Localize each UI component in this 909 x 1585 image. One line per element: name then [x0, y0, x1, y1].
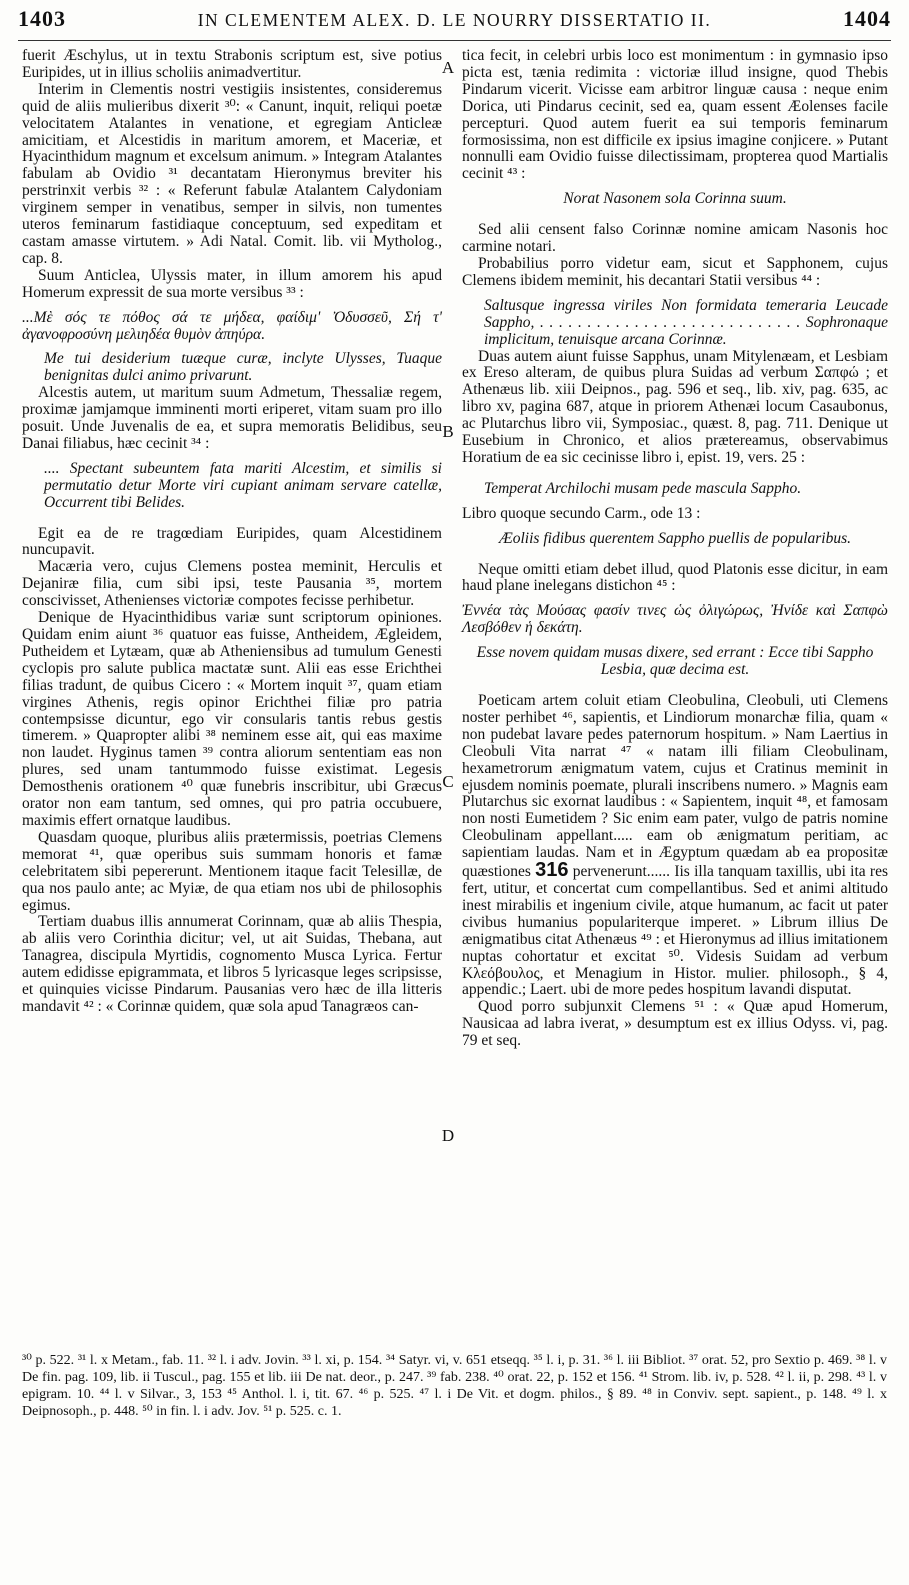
paragraph: Interim in Clementis nostri vestigiis insistentes, consideremus quid de aliis mulieribus dixerit ³⁰: « Canunt, inquit, reliqui poetæ velocitatem Atalantes in venatione, et egregiam Anticleæ amicitiam, et Alcestidis in maritum amorem, et Maceriæ, et Hyacinthidum magnum et excelsum animum. » Integram Atalantes fabulam ab Ovidio ³¹ decantatam Hieronymus breviter his perstrinxit verbis ³² : « Referunt fabulæ Atalantem Calydoniam virginem semper in venatibus, semper in silvis, non tumentes uteros feminarum fastidiaque conceptuum, sed expeditam et castam amasse virtutem. » Adi Natal. Comit. lib. vii Mytholog., cap. 8. [22, 80, 442, 267]
verse-quote: Norat Nasonem sola Corinna suum. [563, 190, 787, 208]
margin-marker-a: A [441, 58, 455, 77]
margin-marker-c: C [442, 772, 454, 791]
footnotes [22, 1352, 887, 1420]
paragraph: Alcestis autem, ut maritum suum Admetum, Thessaliæ regem, proximæ jamjamque imminenti morti eriperet, vitam suam pro illo posuit. Unde Juvenalis de ea, et supra memoratis Belidibus, seu Danai filiabus, hæc cecinit ³⁴ : [22, 384, 442, 452]
paragraph: tica fecit, in celebri urbis loco est monimentum : in gymnasio ipso picta est, tænia redimita : victoriæ illud insigne, quod Thebis Pindarum vicerit. Vicisse eam arbitror linguæ causa : neque enim Dorica, uti Pindarus cecinit, sed ea, quam essent Æolenses facile percepturi. Quod autem fuerit ea sui temporis feminarum formosissima, non est difficile ex ipsius imagine conjicere. » Putant nonnulli eam Ovidio fuisse dilectissimam, propterea quod Martialis cecinit ⁴³ : [462, 47, 888, 183]
page-header [18, 6, 891, 41]
verse-quote: Saltusque ingressa viriles Non formidata temeraria Leucade Sappho, . . . . . . . . . . . . . . . . . . . . . . . . . . . . Sophronaque implicitum, tenuisque arcana Corinnæ. [484, 296, 888, 348]
greek-quote: Ἐννέα τὰς Μούσας φασίν τινες ὡς ὀλιγώρως, Ἠνίδε καὶ Σαπφὼ Λεσβόθεν ἡ δεκάτη. [462, 602, 888, 637]
verse-quote: .... Spectant subeuntem fata mariti Alcestim, et similis si permutatio detur Morte viri cupiant animam servare catellæ, Occurrent tibi Belides. [44, 459, 442, 511]
verse-quote: Æoliis fidibus querentem Sappho puellis de popularibus. [498, 529, 852, 547]
paragraph: Probabilius porro videtur eam, sicut et Sapphonem, cujus Clemens ibidem meminit, his decantari Statii versibus ⁴⁴ : [462, 254, 888, 289]
right-page-number: 1404 [843, 6, 891, 31]
right-column [462, 48, 888, 1050]
greek-quote: ...Μὲ σός τε πόθος σά τε μήδεα, φαίδιμ' Ὀδυσσεῦ, Σή τ' ἀγανοφροσύνη μελιηδέα θυμὸν ἀπηύρα. [22, 308, 442, 343]
paragraph: Tertiam duabus illis annumerat Corinnam, quæ ab aliis Thespia, ab aliis vero Corinthia dicitur; vel, ut ait Suidas, Thebana, aut Tanagrea, discipula Myrtidis, cognomento Musca Lyrica. Fertur autem edidisse epigrammata, et libros 5 lyricasque leges scripsisse, et quinquies vicisse Pindarum. Pausanias vero hæc de illa litteris mandavit ⁴² : « Corinnæ quidem, quæ sola apud Tanagræos can- [22, 913, 442, 1015]
margin-marker-d: D [441, 1126, 455, 1145]
paragraph: Quasdam quoque, pluribus aliis prætermissis, poetrias Clemens memorat ⁴¹, quæ operibus suis summam honoris et famæ celebritatem sibi pepererunt. Mentionem itaque facit Telesillæ, de qua nos paulo ante; ac Myiæ, de qua etiam nos ubi de philosophis egimus. [22, 828, 442, 914]
paragraph: Libro quoque secundo Carm., ode 13 : [462, 504, 701, 522]
footnote-text: ³⁰ p. 522. ³¹ l. x Metam., fab. 11. ³² l. i adv. Jovin. ³³ l. xi, p. 154. ³⁴ Satyr. vi, v. 651 etseqq. ³⁵ l. i, p. 31. ³⁶ l. iii Bibliot. ³⁷ orat. 52, pro Sextio p. 469. ³⁸ l. v De fin. pag. 109, lib. ii Tuscul., pag. 155 et lib. iii De nat. deor., p. 247. ³⁹ fab. 238. ⁴⁰ orat. 22, p. 152 et 156. ⁴¹ Strom. lib. iv, p. 528. ⁴² l. ii, p. 298. ⁴³ l. v epigram. 10. ⁴⁴ l. v Silvar., 3, 153 ⁴⁵ Anthol. l. i, tit. 67. ⁴⁶ p. 525. ⁴⁷ l. i De Vit. et dogm. philos., § 89. ⁴⁸ in Conviv. sept. sapient., p. 148. ⁴⁹ l. x Deipnosoph., p. 448. ⁵⁰ in fin. l. i adv. Jov. ⁵¹ p. 525. c. 1. [22, 1353, 887, 1419]
paragraph: Egit ea de re tragœdiam Euripides, quam Alcestidinem nuncupavit. [22, 524, 442, 559]
verse-quote: Esse novem quidam musas dixere, sed errant : Ecce tibi Sappho Lesbia, quæ decima est. [476, 644, 874, 679]
running-title: IN CLEMENTEM ALEX. D. LE NOURRY DISSERTATIO II. [197, 10, 712, 30]
left-page-number: 1403 [18, 6, 66, 31]
paragraph: Duas autem aiunt fuisse Sapphus, unam Mitylenæam, et Lesbiam ex Ereso alteram, de quibus plura Suidas ad verbum Σαπφώ ; et Athenæus lib. xiii Deipnos., pag. 596 et seq., lib. xiv, pag. 635, ac libro xv, pagina 687, atque in priorem Athenæi locum Casaubonus, ac Plutarchus libro vii, Symposiac., quæst. 8, pag. 711. Denique ut Eusebium in Chronico, et alios prætereamus, observabimus Horatium de ea sic cecinisse libro i, epist. 19, vers. 25 : [462, 347, 888, 466]
paragraph: Neque omitti etiam debet illud, quod Platonis esse dicitur, in eam haud plane inelegans distichon ⁴⁵ : [462, 560, 888, 595]
paragraph: Macæria vero, cujus Clemens postea meminit, Herculis et Dejaniræ filia, cum sibi ipsi, teste Pausania ³⁵, mortem conscivisset, Athenienses victoriæ compotes fecisse perhibetur. [22, 558, 442, 610]
page-stamp: 316 [535, 859, 569, 882]
paragraph: fuerit Æschylus, ut in textu Strabonis scriptum est, sive potius Euripides, ut in illius scholiis animadvertitur. [22, 47, 442, 81]
left-column [22, 48, 442, 1016]
paragraph: Suum Anticlea, Ulyssis mater, in illum amorem his apud Homerum expressit de sua morte versibus ³³ : [22, 266, 442, 301]
paragraph: Sed alii censent falso Corinnæ nomine amicam Nasonis hoc carmine notari. [462, 221, 888, 256]
paragraph: Denique de Hyacinthidibus variæ sunt scriptorum opiniones. Quidam enim aiunt ³⁶ quatuor eas fuisse, Antheidem, Ægleidem, Putheidem et Lytæam, quæ ab Atheniensibus ad tumulum Genesti cyclopis pro salute publica mactatæ sunt. Alii eas esse Erichthei filias tradunt, de quibus Cicero : « Mortem inquit ³⁷, quam etiam virgines Athenis, regis opinor Erichthei filiæ pro patria contempsisse dicuntur, ego vir consularis tantis rebus gestis timerem. » Quapropter alibi ³⁸ neminem esse ait, qui eas maxime non laudet. Hyginus tamen ³⁹ contra aliorum sententiam eas non plures, sed unam tantummodo fuisse existimat. Legesis Demosthenis orationem ⁴⁰ quæ funebris inscribitur, ubi Græcus orator non eam tantum, sed omnes, qui pro patria occubuere, maximis effert ornatque laudibus. [22, 609, 442, 829]
margin-marker-b: B [442, 422, 454, 441]
verse-quote: Me tui desiderium tuæque curæ, inclyte Ulysses, Tuaque benignitas dulci animo privarunt. [44, 350, 442, 385]
paragraph: Poeticam artem coluit etiam Cleobulina, Cleobuli, uti Clemens noster perhibet ⁴⁶, sapientis, et Lindiorum monarchæ filia, quam « non pudebat lavare pedes paternorum hospitum. » Nam Laertius in Cleobuli Vita narrat ⁴⁷ « natam illi filiam Cleobulinam, hexametrorum ænigmatum vatem, cujus et Cratinus meminit in ejusdem nominis poemate, plurali inscribens numero. » Magnis eam Plutarchus sic exornat laudibus : « Sapientem, inquit ⁴⁸, et famosam non nosti Eumetidem ? Sic enim eam pater, vulgo de patris nomine Cleobulinam appellant..... eam ob ænigmatum peritiam, ac sapientiam laudas. Nam et in Ægyptum quædam ab ea propositæ quæstiones 316 pervenerunt...... Iis illa tanquam taxillis, ubi ita res fert, utitur, et concertat cum compellantibus. Sed et animi altitudo inest mirabilis et ingenium civile, atque humanum, ac facit ut pater civibus humanius populariterque imperet. » Librum illius De ænigmatibus citat Athenæus ⁴⁹ : et Hieronymus ad illius imitationem nuptas cohortatur et excitat ⁵⁰. Videsis Suidam ad verbum Κλεόβουλος, et Menagium in Histor. mulier. philosoph., § 4, appendic.; Laert. ubi de more pedes hospitum lavandi disputat. [462, 692, 888, 999]
verse-quote: Temperat Archilochi musam pede mascula Sappho. [484, 479, 802, 497]
paragraph: Quod porro subjunxit Clemens ⁵¹ : « Quæ apud Homerum, Nausicaa ad labra iverat, » desumptum est ex illius Odyss. vi, pag. 79 et seq. [462, 998, 888, 1050]
